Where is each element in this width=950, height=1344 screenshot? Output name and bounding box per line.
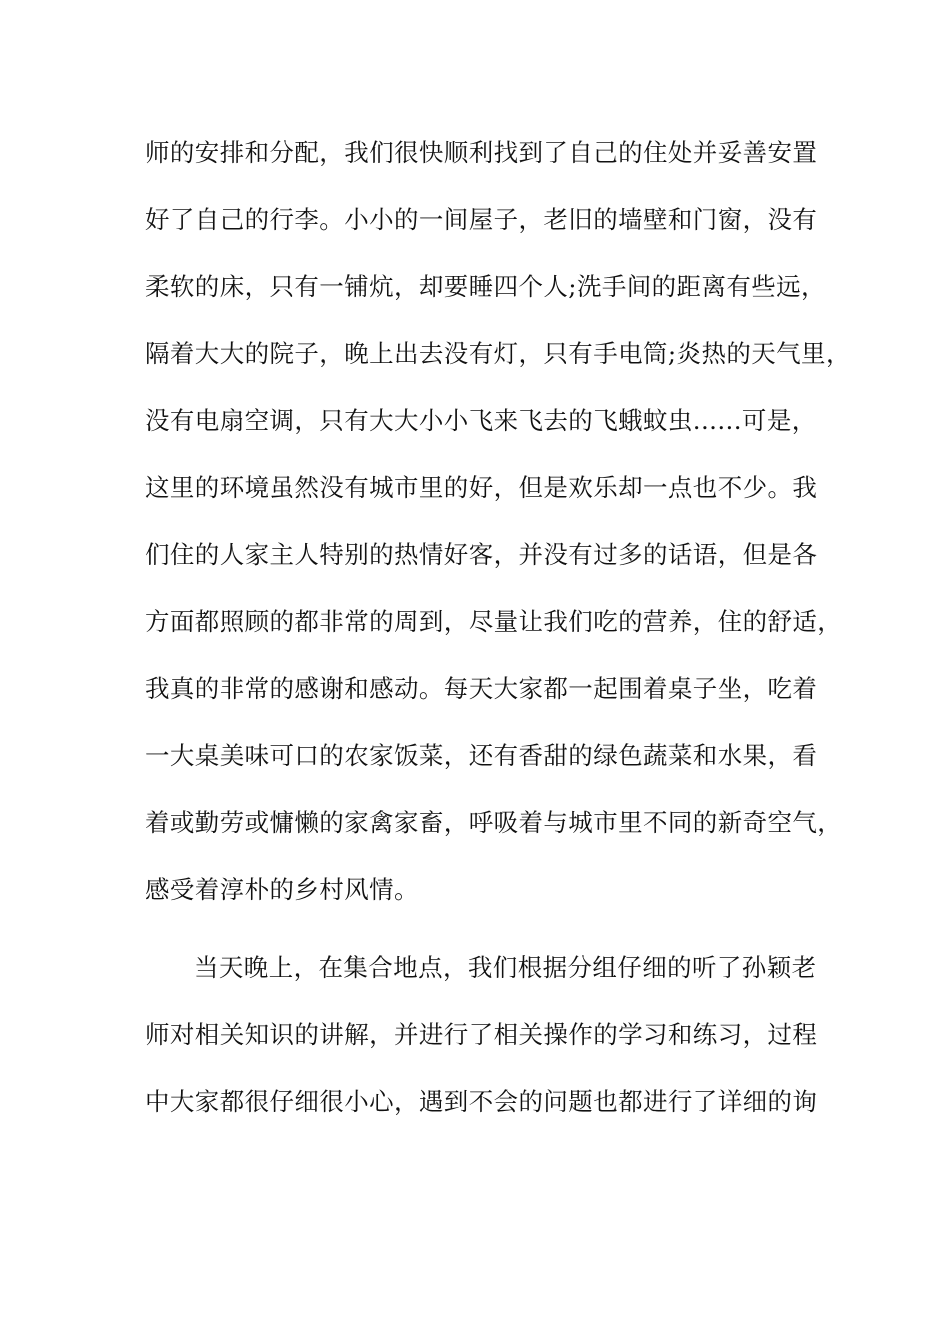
text-line: 我真的非常的感谢和感动。每天大家都一起围着桌子坐，吃着 [145,674,818,703]
text-line: 好了自己的行李。小小的一间屋子，老旧的墙壁和门窗，没有 [145,205,818,234]
paragraph-1 [145,131,851,935]
paragraph-spacer [145,935,825,946]
text-line: 师对相关知识的讲解，并进行了相关操作的学习和练习，过程 [145,1020,818,1049]
text-line: 柔软的床，只有一铺炕，却要睡四个人;洗手间的距离有些远， [145,272,826,301]
text-line: 感受着淳朴的乡村风情。 [145,875,419,904]
paragraph-2 [145,946,825,1147]
text-line: 隔着大大的院子，晚上出去没有灯，只有手电筒;炎热的天气里， [145,339,851,368]
text-line: 着或勤劳或慵懒的家禽家畜，呼吸着与城市里不同的新奇空气， [145,808,843,837]
text-line: 师的安排和分配，我们很快顺利找到了自己的住处并妥善安置 [145,138,818,167]
text-line: 中大家都很仔细很小心，遇到不会的问题也都进行了详细的询 [145,1087,818,1116]
text-line-indented: 当天晚上，在集合地点，我们根据分组仔细的听了孙颖老 [194,953,817,982]
text-line: 没有电扇空调，只有大大小小飞来飞去的飞蛾蚊虫......可是， [145,406,817,435]
text-line: 方面都照顾的都非常的周到，尽量让我们吃的营养，住的舒适， [145,607,843,636]
document-body [145,131,851,1147]
text-line: 这里的环境虽然没有城市里的好，但是欢乐却一点也不少。我 [145,473,818,502]
text-line: 们住的人家主人特别的热情好客，并没有过多的话语，但是各 [145,540,818,569]
text-line: 一大桌美味可口的农家饭菜，还有香甜的绿色蔬菜和水果，看 [145,741,818,770]
